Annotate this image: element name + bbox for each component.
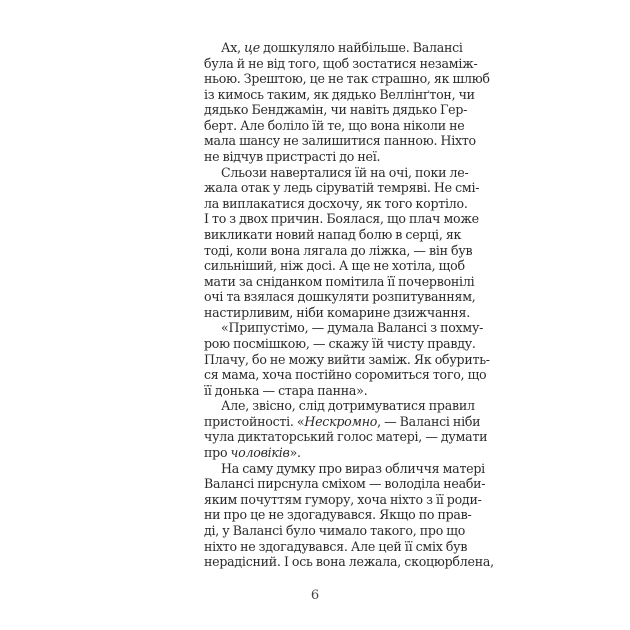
text-line [204,164,469,181]
text-segment: очі та взялася дошкуляти розпитуванням, [204,289,476,305]
text-segment: була й не від того, щоб зостатися незаміж- [204,55,478,71]
text-segment: Валансі пирснула сміхом — володіла неаби- [204,476,486,492]
text-line [204,460,485,477]
text-segment: Сльози наверталися їй на очі, поки ле- [221,164,469,180]
text-segment: мати за сніданком помітила її почервонілі [204,273,475,289]
text-segment: дошкуляло найбільше. Валансі [259,40,463,55]
text-line [204,367,487,383]
text-segment: Ах, [221,40,245,55]
text-segment: берт. Але боліло їй те, що вона ніколи не [204,117,465,133]
text-line [204,429,488,445]
text-segment: чула диктаторський голос матері, — думати [204,429,488,445]
text-segment: із кимось таким, як дядько Веллінґтон, чи [204,86,475,102]
text-line [204,211,479,227]
text-line [204,476,486,492]
text-segment: не відчув пристрасті до неї. [204,149,381,165]
text-line [204,289,476,305]
text-line [204,258,465,274]
text-segment: настирливим, ніби комарине дзижчання. [204,304,470,320]
text-line [204,195,468,212]
text-segment: ді, у Валансі було чимало такого, про що [204,522,466,538]
text-line [204,320,484,336]
text-line [204,117,465,134]
text-line [204,273,475,290]
text-line [204,383,436,399]
text-line [204,335,476,352]
text-line [204,149,436,165]
text-line [204,55,478,72]
text-line [204,538,468,555]
text-segment: дядько Бенджамін, чи навіть дядько Гер- [204,102,468,118]
text-line [204,71,490,87]
text-segment: яким почуттям гумору, хоча ніхто з її роди- [204,491,482,507]
italic-text: це [244,40,260,55]
text-segment: ніхто не здогадувався. Але цей її сміх був [204,538,468,554]
body-text [204,40,494,570]
text-segment: ся мама, хоча постійно соромиться того, що [204,367,487,383]
text-segment: сильніший, ніж досі. А ще не хотіла, щоб [204,258,465,274]
text-line [204,413,481,430]
text-line [204,491,482,508]
text-segment: «Припустімо, — думала Валансі з похму- [221,320,484,336]
text-line [204,242,473,259]
text-line [204,507,472,523]
text-segment: жала отак у ледь сіруватій темряві. Не смі- [204,180,480,196]
italic-text: Нескромно [304,413,378,429]
text-segment: викликати новий напад болю в серці, як [204,226,462,242]
text-segment: Але, звісно, слід дотримуватися правил [221,398,475,414]
text-segment: про [204,445,231,461]
text-line [204,180,480,196]
text-line [204,398,475,414]
text-segment: ни про це не здогадувався. Якщо по прав- [204,507,472,523]
text-segment: , — Валансі ніби [377,413,481,429]
text-segment: ла виплакатися досхочу, як того кортіло. [204,195,468,211]
text-line [204,86,475,103]
text-segment: І то з двох причин. Боялася, що плач може [204,211,479,227]
text-line [204,304,470,321]
italic-text: чоловіків [230,445,290,461]
text-line [204,351,490,368]
text-segment: пристойності. « [204,413,305,429]
text-segment: мала шансу не залишитися панною. Ніхто [204,133,476,149]
page-number: 6 [310,588,320,603]
text-segment: На саму думку про вираз обличчя матері [221,460,485,476]
text-segment: тоді, коли вона лягала до ліжка, — він був [204,242,473,258]
text-line [204,522,466,539]
text-line [204,226,462,243]
text-segment: нерадісний. І ось вона лежала, скоцюрблена, [204,554,494,570]
text-line [204,554,494,570]
text-segment: її донька — стара панна». [204,382,368,398]
text-segment: рою посмішкою, — скажу їй чисту правду. [204,335,476,351]
text-line [204,133,476,149]
text-segment: Плачу, бо не можу вийти заміж. Як обурить- [204,351,490,367]
text-line [204,102,468,118]
text-segment: ньою. Зрештою, це не так страшно, як шлюб [204,71,490,87]
text-line [204,40,463,56]
text-segment: ». [289,445,301,461]
text-line [204,445,436,461]
